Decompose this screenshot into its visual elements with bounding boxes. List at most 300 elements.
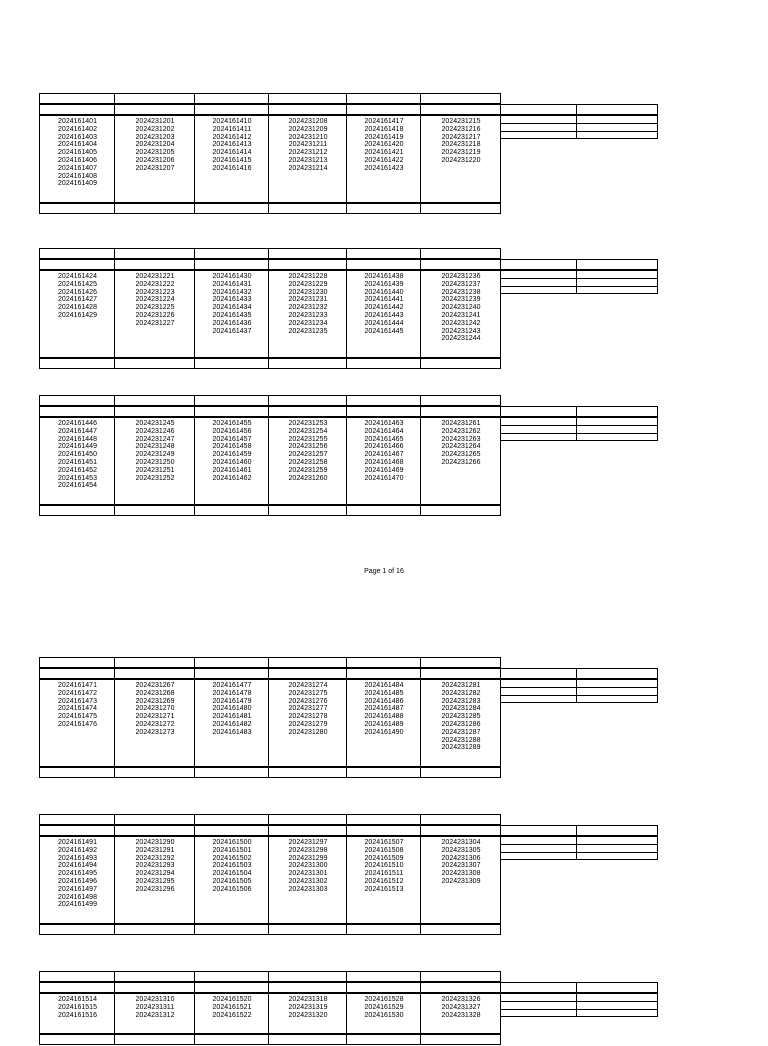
- id-number: 2024231259: [288, 466, 328, 474]
- id-number: 2024231311: [135, 1003, 175, 1011]
- id-number: 2024161453: [58, 474, 97, 482]
- table-footer-cell: [346, 1034, 421, 1045]
- id-number: 2024231278: [288, 713, 328, 721]
- table-footer-cell: [268, 203, 347, 214]
- id-number: 2024161468: [364, 459, 404, 466]
- id-number: 2024161426: [58, 288, 97, 296]
- id-number: 2024231208: [288, 118, 328, 125]
- id-number: 2024231256: [288, 443, 328, 451]
- id-number: 2024231281: [441, 682, 481, 689]
- id-number: 2024231233: [288, 312, 328, 319]
- id-number: 2024231299: [288, 854, 328, 862]
- id-number: 2024231287: [441, 728, 481, 736]
- id-number: 2024231246: [135, 427, 175, 435]
- id-column-cell: [194, 993, 269, 1034]
- table-subheader-cell: [420, 104, 501, 115]
- table-subheader-cell: [420, 259, 501, 270]
- id-number: 2024161406: [58, 157, 97, 164]
- id-number: 2024161456: [212, 427, 252, 435]
- id-number: 2024161487: [364, 705, 404, 713]
- id-number: 2024231312: [135, 1011, 175, 1019]
- table-header-cell: [194, 248, 269, 259]
- id-number: 2024231282: [441, 689, 481, 697]
- table-header-cell: [268, 93, 347, 104]
- table-header-cell: [39, 395, 115, 406]
- id-column-cell: [114, 679, 195, 767]
- id-number: 2024161474: [58, 705, 97, 713]
- id-number: 2024161457: [212, 435, 252, 443]
- id-number: 2024161478: [212, 689, 252, 697]
- id-number: 2024231222: [135, 280, 175, 288]
- id-number: 2024161479: [212, 697, 252, 705]
- id-number: 2024231207: [135, 164, 175, 172]
- id-number: 2024231204: [135, 141, 175, 149]
- id-number: 2024231257: [288, 451, 328, 459]
- id-number: 2024161489: [364, 721, 404, 728]
- table-subheader-cell: [268, 406, 347, 417]
- id-number: 2024231205: [135, 149, 175, 157]
- empty-side-cell: [500, 695, 577, 704]
- table-header-cell: [420, 971, 501, 982]
- id-number: 2024161482: [212, 721, 252, 728]
- id-number: 2024161469: [364, 466, 404, 474]
- id-number: 2024231275: [288, 689, 328, 697]
- id-column-cell: [39, 679, 115, 767]
- table-footer-cell: [346, 203, 421, 214]
- id-number: 2024231206: [135, 157, 175, 164]
- table-header-cell: [420, 814, 501, 825]
- table-footer-cell: [420, 1034, 501, 1045]
- id-number: 2024161412: [212, 133, 252, 141]
- table-footer-row: [40, 1035, 501, 1046]
- id-number: 2024161414: [212, 149, 252, 157]
- id-number: 2024231244: [441, 335, 481, 343]
- id-number: 2024161465: [364, 435, 404, 443]
- id-column-cell: [194, 115, 269, 203]
- table-footer-cell: [268, 505, 347, 516]
- id-number: 2024231230: [288, 288, 328, 296]
- table-footer-cell: [346, 924, 421, 935]
- table-footer-cell: [420, 203, 501, 214]
- table-header-cell: [39, 93, 115, 104]
- id-number: 2024231239: [441, 296, 481, 304]
- id-number: 2024231251: [135, 466, 175, 474]
- table-subheader-cell: [576, 668, 658, 679]
- id-number: 2024161413: [212, 141, 252, 149]
- id-number: 2024231326: [441, 996, 481, 1003]
- id-column-cell: [114, 993, 195, 1034]
- id-table-block: [40, 815, 658, 949]
- id-number: 2024161454: [58, 482, 97, 490]
- id-number: 2024161513: [364, 885, 404, 893]
- table-subheader-cell: [420, 406, 501, 417]
- id-number: 2024161476: [58, 721, 97, 728]
- id-number: 2024161429: [58, 312, 97, 319]
- id-number: 2024231267: [135, 682, 175, 689]
- id-number: 2024231294: [135, 870, 175, 878]
- id-number: 2024231240: [441, 304, 481, 312]
- id-column-cell: [268, 270, 347, 358]
- id-number: 2024161438: [364, 273, 404, 280]
- id-number: 2024231210: [288, 133, 328, 141]
- table-subheader-cell: [268, 104, 347, 115]
- id-number: 2024161452: [58, 466, 97, 474]
- id-number: 2024161496: [58, 878, 97, 885]
- id-number: 2024161461: [212, 466, 252, 474]
- table-header-cell: [346, 93, 421, 104]
- id-number: 2024231273: [135, 728, 175, 736]
- empty-side-cell: [500, 433, 577, 442]
- id-number: 2024161504: [212, 870, 252, 878]
- id-number: 2024231261: [441, 420, 481, 427]
- table-header-cell: [39, 657, 115, 668]
- table-subheader-cell: [194, 104, 269, 115]
- table-subheader-cell: [114, 104, 195, 115]
- id-number: 2024161471: [58, 682, 97, 689]
- table-footer-cell: [268, 924, 347, 935]
- table-subheader-cell: [194, 668, 269, 679]
- table-footer-cell: [114, 1034, 195, 1045]
- id-number: 2024161520: [212, 996, 252, 1003]
- id-column-cell: [114, 270, 195, 358]
- id-number: 2024231258: [288, 459, 328, 466]
- id-number: 2024161466: [364, 443, 404, 451]
- id-number: 2024231213: [288, 157, 328, 164]
- id-number: 2024231227: [135, 319, 175, 327]
- id-number: 2024231260: [288, 474, 328, 482]
- id-number: 2024231217: [441, 133, 481, 141]
- id-number: 2024161502: [212, 854, 252, 862]
- id-number: 2024161514: [58, 996, 97, 1003]
- id-number: 2024161464: [364, 427, 404, 435]
- id-number: 2024161492: [58, 846, 97, 854]
- id-number: 2024161410: [212, 118, 252, 125]
- id-number: 2024231253: [288, 420, 328, 427]
- id-column-cell: [114, 836, 195, 924]
- id-number: 2024231238: [441, 288, 481, 296]
- id-column-cell: [268, 836, 347, 924]
- table-subheader-cell: [500, 259, 577, 270]
- id-number: 2024161430: [212, 273, 252, 280]
- id-column-cell: [420, 270, 501, 358]
- id-number: 2024161402: [58, 125, 97, 133]
- table-subheader-cell: [39, 668, 115, 679]
- id-number: 2024231309: [441, 878, 481, 885]
- table-subheader-cell: [346, 982, 421, 993]
- id-column-cell: [194, 417, 269, 505]
- id-number: 2024231303: [288, 885, 328, 893]
- id-column-cell: [39, 270, 115, 358]
- table-subheader-cell: [500, 982, 577, 993]
- table-subheader-cell: [194, 406, 269, 417]
- id-number: 2024161434: [212, 304, 252, 312]
- id-number: 2024161475: [58, 713, 97, 721]
- id-number: 2024161415: [212, 157, 252, 164]
- table-subheader-cell: [500, 104, 577, 115]
- id-number: 2024161435: [212, 312, 252, 319]
- table-subheader-cell: [114, 982, 195, 993]
- id-number: 2024231306: [441, 854, 481, 862]
- empty-side-cell: [500, 286, 577, 295]
- empty-side-cell: [576, 286, 658, 295]
- id-number: 2024161505: [212, 878, 252, 885]
- empty-side-cell: [576, 852, 658, 861]
- id-number: 2024231300: [288, 862, 328, 870]
- id-number: 2024161460: [212, 459, 252, 466]
- table-subheader-cell: [268, 259, 347, 270]
- id-number: 2024161506: [212, 885, 252, 893]
- id-number: 2024231248: [135, 443, 175, 451]
- table-header-cell: [194, 93, 269, 104]
- table-subheader-cell: [576, 982, 658, 993]
- id-number: 2024161490: [364, 728, 404, 736]
- id-number: 2024231203: [135, 133, 175, 141]
- table-header-cell: [268, 971, 347, 982]
- table-footer-cell: [194, 1034, 269, 1045]
- table-header-cell: [420, 248, 501, 259]
- table-header-cell: [268, 395, 347, 406]
- id-number: 2024231304: [441, 839, 481, 846]
- id-number: 2024161485: [364, 689, 404, 697]
- table-footer-cell: [346, 358, 421, 369]
- id-column-cell: [268, 115, 347, 203]
- id-column-cell: [346, 270, 421, 358]
- id-number: 2024231291: [135, 846, 175, 854]
- id-number: 2024161488: [364, 713, 404, 721]
- id-table-block: [40, 94, 658, 228]
- id-number: 2024161416: [212, 164, 252, 172]
- id-number: 2024161507: [364, 839, 404, 846]
- table-footer-cell: [420, 924, 501, 935]
- table-header-cell: [39, 248, 115, 259]
- id-number: 2024161446: [58, 420, 97, 427]
- id-number: 2024161448: [58, 435, 97, 443]
- id-number: 2024161428: [58, 304, 97, 312]
- id-number: 2024161521: [212, 1003, 252, 1011]
- id-number: 2024161451: [58, 459, 97, 466]
- id-number: 2024231216: [441, 125, 481, 133]
- id-number: 2024231235: [288, 327, 328, 335]
- id-number: 2024161497: [58, 885, 97, 893]
- table-header-cell: [194, 814, 269, 825]
- table-footer-cell: [39, 203, 115, 214]
- id-number: 2024161439: [364, 280, 404, 288]
- table-header-cell: [114, 395, 195, 406]
- id-number: 2024161480: [212, 705, 252, 713]
- id-number: 2024231219: [441, 149, 481, 157]
- empty-side-cell: [576, 695, 658, 704]
- id-number: 2024161491: [58, 839, 97, 846]
- table-footer-cell: [39, 767, 115, 778]
- id-number: 2024161437: [212, 327, 252, 335]
- id-number: 2024231298: [288, 846, 328, 854]
- table-footer-cell: [194, 767, 269, 778]
- id-number: 2024161483: [212, 728, 252, 736]
- id-number: 2024161450: [58, 451, 97, 459]
- id-number: 2024161420: [364, 141, 404, 149]
- table-footer-cell: [114, 924, 195, 935]
- table-header-cell: [114, 93, 195, 104]
- id-number: 2024161530: [364, 1011, 404, 1019]
- id-column-cell: [420, 836, 501, 924]
- table-subheader-cell: [500, 406, 577, 417]
- id-number: 2024231250: [135, 459, 175, 466]
- table-subheader-cell: [576, 406, 658, 417]
- id-number: 2024161498: [58, 893, 97, 901]
- table-subheader-cell: [39, 825, 115, 836]
- id-number: 2024231263: [441, 435, 481, 443]
- table-subheader-cell: [194, 825, 269, 836]
- table-subheader-cell: [420, 668, 501, 679]
- table-header-cell: [114, 657, 195, 668]
- id-number: 2024231209: [288, 125, 328, 133]
- id-number: 2024231252: [135, 474, 175, 482]
- table-subheader-cell: [420, 825, 501, 836]
- id-number: 2024231242: [441, 319, 481, 327]
- id-column-cell: [194, 836, 269, 924]
- table-header-cell: [420, 395, 501, 406]
- id-number: 2024161447: [58, 427, 97, 435]
- id-column-cell: [39, 417, 115, 505]
- table-footer-cell: [420, 358, 501, 369]
- id-number: 2024161422: [364, 157, 404, 164]
- id-number: 2024231271: [135, 713, 175, 721]
- id-number: 2024161436: [212, 319, 252, 327]
- id-number: 2024231220: [441, 157, 481, 164]
- id-number: 2024231245: [135, 420, 175, 427]
- id-column-cell: [268, 417, 347, 505]
- table-header-cell: [346, 971, 421, 982]
- id-column-cell: [346, 115, 421, 203]
- table-footer-row: [40, 204, 501, 215]
- table-header-cell: [114, 814, 195, 825]
- table-subheader-cell: [39, 982, 115, 993]
- table-subheader-cell: [39, 104, 115, 115]
- table-footer-cell: [39, 358, 115, 369]
- id-number: 2024161522: [212, 1011, 252, 1019]
- id-number: 2024161433: [212, 296, 252, 304]
- id-column-cell: [114, 115, 195, 203]
- id-number: 2024231279: [288, 721, 328, 728]
- id-number: 2024161424: [58, 273, 97, 280]
- id-number: 2024231264: [441, 443, 481, 451]
- table-subheader-cell: [346, 668, 421, 679]
- id-number: 2024161458: [212, 443, 252, 451]
- id-number: 2024161443: [364, 312, 404, 319]
- id-number: 2024161449: [58, 443, 97, 451]
- id-number: 2024231231: [288, 296, 328, 304]
- id-number: 2024161427: [58, 296, 97, 304]
- id-number: 2024231243: [441, 327, 481, 335]
- id-number: 2024161411: [212, 125, 252, 133]
- table-subheader-cell: [420, 982, 501, 993]
- id-number: 2024161421: [364, 149, 404, 157]
- id-number: 2024231202: [135, 125, 175, 133]
- id-number: 2024161495: [58, 870, 97, 878]
- table-footer-cell: [114, 767, 195, 778]
- table-header-cell: [39, 971, 115, 982]
- id-number: 2024231224: [135, 296, 175, 304]
- table-footer-cell: [420, 505, 501, 516]
- id-column-cell: [39, 993, 115, 1034]
- id-number: 2024231221: [135, 273, 175, 280]
- table-subheader-cell: [194, 982, 269, 993]
- table-footer-cell: [194, 203, 269, 214]
- id-number: 2024231211: [288, 141, 328, 149]
- id-number: 2024161403: [58, 133, 97, 141]
- id-number: 2024231265: [441, 451, 481, 459]
- id-number: 2024231201: [135, 118, 175, 125]
- table-footer-cell: [39, 505, 115, 516]
- id-number: 2024231228: [288, 273, 328, 280]
- id-number: 2024231305: [441, 846, 481, 854]
- id-number: 2024161401: [58, 118, 97, 125]
- table-header-cell: [346, 395, 421, 406]
- id-number: 2024161441: [364, 296, 404, 304]
- id-number: 2024161509: [364, 854, 404, 862]
- table-header-cell: [194, 971, 269, 982]
- id-number: 2024161508: [364, 846, 404, 854]
- id-number: 2024231286: [441, 721, 481, 728]
- id-number: 2024161473: [58, 697, 97, 705]
- id-number: 2024231276: [288, 697, 328, 705]
- id-number: 2024161472: [58, 689, 97, 697]
- id-number: 2024231295: [135, 878, 175, 885]
- id-number: 2024161425: [58, 280, 97, 288]
- table-header-cell: [268, 657, 347, 668]
- id-number: 2024231301: [288, 870, 328, 878]
- id-number: 2024231226: [135, 312, 175, 319]
- table-footer-row: [40, 925, 501, 936]
- empty-side-cell: [576, 131, 658, 140]
- id-number: 2024231212: [288, 149, 328, 157]
- id-number: 2024231241: [441, 312, 481, 319]
- id-number: 2024161404: [58, 141, 97, 149]
- id-number: 2024161528: [364, 996, 404, 1003]
- table-footer-cell: [420, 767, 501, 778]
- id-number: 2024231247: [135, 435, 175, 443]
- id-number: 2024231237: [441, 280, 481, 288]
- table-subheader-cell: [114, 259, 195, 270]
- id-number: 2024161501: [212, 846, 252, 854]
- id-number: 2024231328: [441, 1011, 481, 1019]
- id-column-cell: [39, 115, 115, 203]
- table-header-cell: [114, 248, 195, 259]
- id-number: 2024231284: [441, 705, 481, 713]
- id-number: 2024231234: [288, 319, 328, 327]
- table-subheader-cell: [268, 668, 347, 679]
- table-subheader-cell: [346, 825, 421, 836]
- id-number: 2024161500: [212, 839, 252, 846]
- id-number: 2024231293: [135, 862, 175, 870]
- id-number: 2024161459: [212, 451, 252, 459]
- table-header-cell: [346, 657, 421, 668]
- id-number: 2024231302: [288, 878, 328, 885]
- id-number: 2024161467: [364, 451, 404, 459]
- id-table-block: [40, 249, 658, 383]
- table-footer-cell: [268, 1034, 347, 1045]
- id-number: 2024161493: [58, 854, 97, 862]
- id-number: 2024161529: [364, 1003, 404, 1011]
- id-number: 2024231289: [441, 744, 481, 752]
- id-table-block: [40, 658, 658, 792]
- id-number: 2024231272: [135, 721, 175, 728]
- table-subheader-cell: [346, 104, 421, 115]
- table-subheader-cell: [576, 104, 658, 115]
- id-number: 2024231288: [441, 736, 481, 744]
- id-number: 2024161470: [364, 474, 404, 482]
- id-column-cell: [268, 679, 347, 767]
